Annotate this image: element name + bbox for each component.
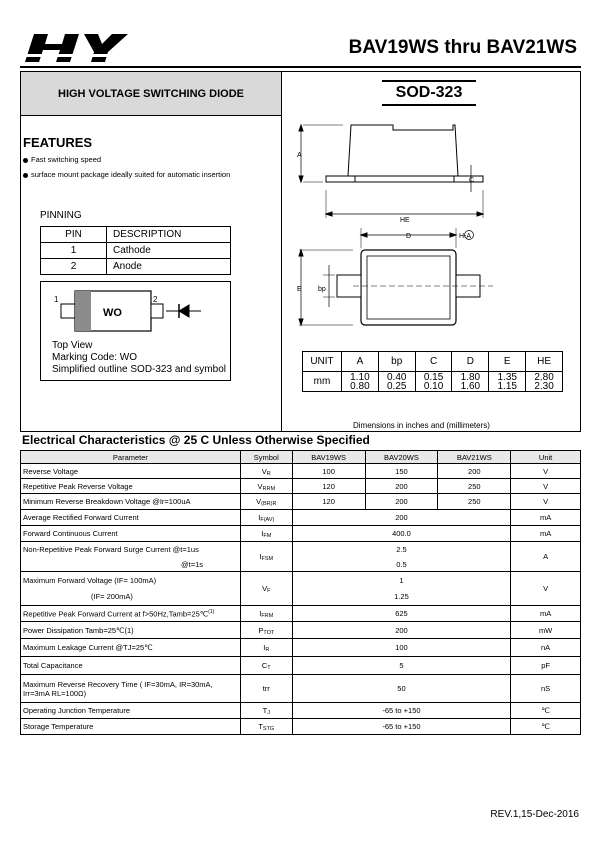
pin-number: 1 — [41, 243, 107, 259]
package-name: SOD-323 — [382, 80, 476, 106]
dims-unit: mm — [303, 372, 342, 392]
features-title: FEATURES — [23, 135, 93, 150]
pin-number: 2 — [41, 259, 107, 275]
ec-header: BAV20WS — [365, 451, 438, 464]
ec-param: Minimum Reverse Breakdown Voltage @Ir=100uA — [21, 494, 241, 510]
ec-value: 400.0 — [292, 526, 510, 542]
ec-unit: nS — [511, 675, 581, 703]
title-rule — [20, 66, 581, 68]
symbol-caption-outline: Simplified outline SOD-323 and symbol — [52, 364, 226, 375]
dims-cell: 1.80 1.60 — [452, 372, 489, 392]
pin-header: PIN — [41, 227, 107, 243]
table-row — [21, 719, 581, 735]
ec-param: Reverse Voltage — [21, 464, 241, 479]
ec-value: 1 — [292, 572, 510, 589]
product-banner: HIGH VOLTAGE SWITCHING DIODE — [21, 72, 281, 116]
ec-value: 2.5 — [292, 542, 510, 558]
symbol-caption-marking: Marking Code: WO — [52, 352, 138, 363]
ec-value: 200 — [365, 494, 438, 510]
ec-value: -65 to +150 — [292, 703, 510, 719]
ec-symbol: $I_{FRM}$ — [240, 606, 292, 622]
ec-unit: nA — [511, 639, 581, 657]
ec-param: Total Capacitance — [21, 657, 241, 675]
dims-header: D — [452, 352, 489, 372]
ec-unit: V — [511, 464, 581, 479]
ec-unit: mA — [511, 606, 581, 622]
ec-header: Symbol — [240, 451, 292, 464]
pin2-label: 2 — [153, 295, 158, 304]
ec-unit: V — [511, 494, 581, 510]
ec-header: BAV21WS — [438, 451, 511, 464]
ec-value: 5 — [292, 657, 510, 675]
ec-value: 50 — [292, 675, 510, 703]
ec-param: Repetitive Peak Forward Current at f>50Hz,Tamb=25℃$^{(1)}$ — [21, 606, 241, 622]
ec-unit: ℃ — [511, 703, 581, 719]
pin-table — [40, 226, 231, 275]
dims-cell: 2.80 2.30 — [526, 372, 563, 392]
pin1-label: 1 — [54, 295, 59, 304]
ec-value: 120 — [292, 479, 365, 494]
ec-param: (IF= 200mA) — [21, 589, 241, 606]
dimensions-table — [302, 351, 563, 392]
ec-value: 120 — [292, 494, 365, 510]
document-title: BAV19WS thru BAV21WS — [348, 37, 577, 58]
dims-header: UNIT — [303, 352, 342, 372]
company-logo — [20, 30, 135, 66]
ec-param: Average Rectified Forward Current — [21, 510, 241, 526]
ec-value: 200 — [292, 622, 510, 639]
ec-value: 150 — [365, 464, 438, 479]
description-header: DESCRIPTION — [107, 227, 231, 243]
pin-description: Anode — [107, 259, 231, 275]
ec-value: 1.25 — [292, 589, 510, 606]
table-row — [21, 510, 581, 526]
ec-param: Maximum Reverse Recovery Time ( IF=30mA, IR=30mA, Irr=3mA RL=100Ω) — [21, 675, 241, 703]
ec-symbol: $I_{FSM}$ — [240, 542, 292, 572]
ec-header: BAV19WS — [292, 451, 365, 464]
dim-label-A: A — [297, 152, 302, 159]
ec-value: 250 — [438, 479, 511, 494]
ec-param: Operating Junction Temperature — [21, 703, 241, 719]
dim-label-HA: H-A — [459, 233, 472, 240]
table-row — [21, 542, 581, 558]
table-row — [21, 479, 581, 494]
dims-header: HE — [526, 352, 563, 372]
table-row — [21, 703, 581, 719]
ec-param: Repetitive Peak Reverse Voltage — [21, 479, 241, 494]
table-row — [21, 622, 581, 639]
table-row — [21, 639, 581, 657]
dims-header: A — [342, 352, 379, 372]
ec-param: @t=1s — [21, 558, 241, 572]
ec-symbol: $I_{F(AV)}$ — [240, 510, 292, 526]
ec-unit: ℃ — [511, 719, 581, 735]
table-row — [41, 259, 231, 275]
revision-label: REV.1,15-Dec-2016 — [490, 809, 579, 820]
ec-symbol: $T_J$ — [240, 703, 292, 719]
table-row — [21, 572, 581, 589]
dim-label-bp: bp — [318, 286, 326, 293]
frame-divider — [281, 71, 282, 432]
ec-value: 200 — [292, 510, 510, 526]
marking-code-label: WO — [103, 307, 122, 319]
ec-unit: mA — [511, 510, 581, 526]
ec-value: 100 — [292, 464, 365, 479]
table-row — [21, 657, 581, 675]
table-row — [21, 494, 581, 510]
feature-item: Fast switching speed — [23, 155, 101, 164]
package-symbol-drawing — [41, 282, 230, 340]
dims-cell: 0.15 0.10 — [415, 372, 452, 392]
ec-param: Storage Temperature — [21, 719, 241, 735]
ec-symbol: $V_R$ — [240, 464, 292, 479]
ec-unit: mW — [511, 622, 581, 639]
ec-param: Power Dissipation Tamb=25℃(1) — [21, 622, 241, 639]
ec-unit: A — [511, 542, 581, 572]
dims-header: C — [415, 352, 452, 372]
ec-symbol: $V_{(BR)R}$ — [240, 494, 292, 510]
diode-symbol-icon — [166, 304, 201, 318]
ec-symbol: $V_{RRM}$ — [240, 479, 292, 494]
dims-header: E — [489, 352, 526, 372]
ec-unit: pF — [511, 657, 581, 675]
ec-header: Parameter — [21, 451, 241, 464]
ec-param: Maximum Leakage Current @TJ=25℃ — [21, 639, 241, 657]
dim-label-HE: HE — [400, 217, 410, 224]
ec-unit: mA — [511, 526, 581, 542]
ec-value: 625 — [292, 606, 510, 622]
bullet-icon — [23, 173, 28, 178]
ec-title: Electrical Characteristics @ 25 C Unless Otherwise Specified — [22, 433, 370, 447]
ec-symbol: $I_{FM}$ — [240, 526, 292, 542]
ec-symbol: $P_{TOT}$ — [240, 622, 292, 639]
ec-value: 200 — [365, 479, 438, 494]
dim-label-D: D — [406, 233, 412, 240]
pinning-title: PINNING — [40, 210, 82, 221]
table-row — [21, 464, 581, 479]
ec-symbol: $T_{STG}$ — [240, 719, 292, 735]
ec-value: 200 — [438, 464, 511, 479]
pin-description: Cathode — [107, 243, 231, 259]
ec-value: 250 — [438, 494, 511, 510]
dims-cell: 1.10 0.80 — [342, 372, 379, 392]
dimensions-note: Dimensions in inches and (millimeters) — [353, 421, 490, 430]
table-row — [41, 243, 231, 259]
ec-symbol: $V_F$ — [240, 572, 292, 606]
package-outline-drawing — [283, 110, 579, 350]
ec-symbol: trr — [240, 675, 292, 703]
dims-header-row — [303, 352, 563, 372]
table-row — [21, 558, 581, 572]
ec-param: Non-Repetitive Peak Forward Surge Current @t=1us — [21, 542, 241, 558]
feature-item: surface mount package ideally suited for automatic insertion — [23, 170, 230, 179]
ec-param: Maximum Forward Voltage (IF= 100mA) — [21, 572, 241, 589]
table-row — [303, 372, 563, 392]
electrical-characteristics-table — [20, 450, 581, 735]
table-row — [21, 526, 581, 542]
ec-header: Unit — [511, 451, 581, 464]
ec-param: Forward Continuous Current — [21, 526, 241, 542]
dim-label-C: C — [469, 177, 475, 184]
pin-table-header — [41, 227, 231, 243]
bullet-icon — [23, 158, 28, 163]
dims-cell: 0.40 0.25 — [378, 372, 415, 392]
symbol-caption-view: Top View — [52, 340, 93, 351]
ec-value: 100 — [292, 639, 510, 657]
dim-label-E: E — [297, 286, 302, 293]
table-row — [21, 589, 581, 606]
ec-symbol: $I_R$ — [240, 639, 292, 657]
ec-header-row — [21, 451, 581, 464]
ec-unit: V — [511, 572, 581, 606]
ec-unit: V — [511, 479, 581, 494]
dims-cell: 1.35 1.15 — [489, 372, 526, 392]
table-row — [21, 606, 581, 622]
dims-header: bp — [378, 352, 415, 372]
ec-value: 0.5 — [292, 558, 510, 572]
ec-symbol: $C_T$ — [240, 657, 292, 675]
ec-value: -65 to +150 — [292, 719, 510, 735]
table-row — [21, 675, 581, 703]
